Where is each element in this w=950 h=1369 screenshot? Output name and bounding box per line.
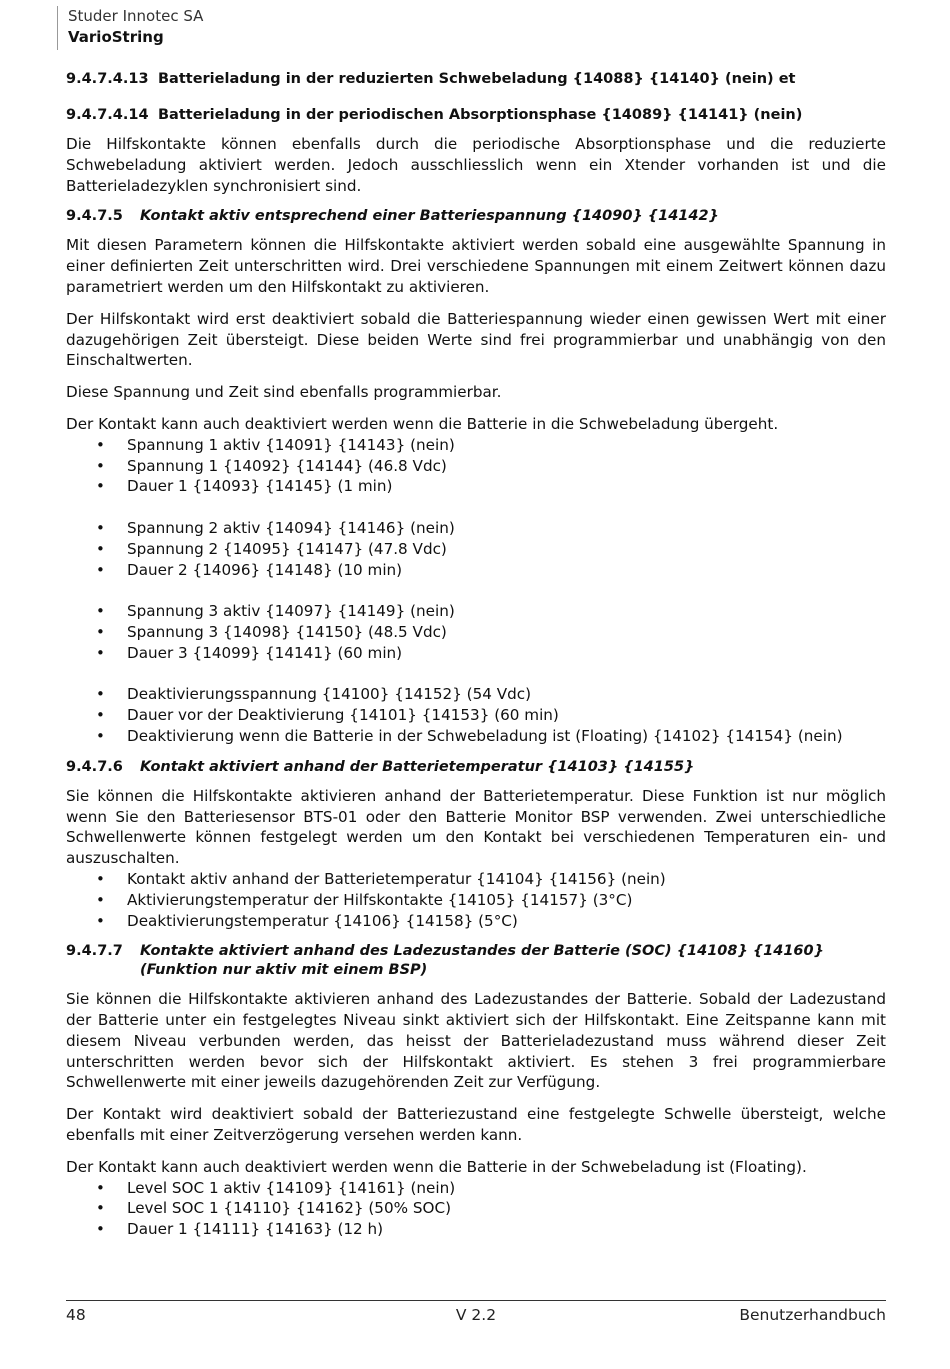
list-item: • Level SOC 1 {14110} {14162} (50% SOC)	[66, 1198, 886, 1219]
heading-number: 9.4.7.4.13	[66, 71, 149, 87]
paragraph: Der Kontakt kann auch deaktiviert werden wenn die Batterie in der Schwebeladung ist (Floating).	[66, 1157, 807, 1176]
heading-title: Batterieladung in der reduzierten Schwebeladung {14088} {14140} (nein) et	[158, 71, 796, 87]
heading-title: Kontakte aktiviert anhand des Ladezustandes der Batterie (SOC) {14108} {14160}	[140, 943, 824, 960]
heading-9-4-7-7	[66, 942, 886, 980]
footer-document-name: Benutzerhandbuch	[739, 1306, 886, 1324]
list-item: • Level SOC 1 aktiv {14109} {14161} (nein)	[66, 1178, 886, 1199]
list-item: • Spannung 2 aktiv {14094} {14146} (nein)	[66, 518, 886, 539]
header-company: Studer Innotec SA	[68, 7, 204, 25]
heading-9-4-7-6	[66, 758, 886, 777]
list-item: • Deaktivierungstemperatur {14106} {14158} (5°C)	[66, 911, 886, 932]
list-item: • Dauer 3 {14099} {14141} (60 min)	[66, 643, 886, 664]
temperature-parameter-list	[66, 869, 886, 931]
list-item: • Spannung 1 {14092} {14144} (46.8 Vdc)	[66, 456, 886, 477]
paragraph: Der Kontakt wird deaktiviert sobald der Batteriezustand eine festgelegte Schwelle übersteigt, welche ebenfalls mit einer Zeitverzögerung versehen werden kann.	[66, 1105, 886, 1145]
header-product: VarioString	[68, 28, 164, 46]
voltage-parameter-list	[66, 435, 886, 747]
list-item: • Spannung 3 {14098} {14150} (48.5 Vdc)	[66, 622, 886, 643]
heading-number: 9.4.7.4.14	[66, 107, 149, 123]
page-content	[66, 70, 886, 1251]
heading-number: 9.4.7.6	[66, 758, 123, 775]
list-item: • Deaktivierungsspannung {14100} {14152} (54 Vdc)	[66, 684, 886, 705]
heading-subtitle: (Funktion nur aktiv mit einem BSP)	[140, 962, 428, 979]
heading-9-4-7-4-14	[66, 106, 886, 125]
heading-number: 9.4.7.5	[66, 208, 123, 225]
list-item: • Dauer 2 {14096} {14148} (10 min)	[66, 560, 886, 581]
footer-page-number: 48	[66, 1306, 86, 1324]
list-item: • Deaktivierung wenn die Batterie in der Schwebeladung ist (Floating) {14102} {14154} (nein)	[66, 726, 886, 747]
list-item: • Spannung 1 aktiv {14091} {14143} (nein)	[66, 435, 886, 456]
heading-number: 9.4.7.7	[66, 943, 123, 960]
page-footer	[66, 1300, 886, 1324]
footer-version: V 2.2	[455, 1306, 497, 1324]
list-item: • Aktivierungstemperatur der Hilfskontakte {14105} {14157} (3°C)	[66, 890, 886, 911]
paragraph: Der Kontakt kann auch deaktiviert werden wenn die Batterie in die Schwebeladung übergeht.	[66, 414, 779, 433]
paragraph: Sie können die Hilfskontakte aktivieren anhand der Batterietemperatur. Diese Funktion ist nur möglich wenn Sie den Batteriesensor BTS-01 oder den Batterie Monitor BSP verwenden. Zwei unterschiedliche Schwellenwerte können festgelegt werden um den Kontakt bei verschiedenen Temperaturen ein- und auszuschalten.	[66, 786, 886, 868]
list-item: • Spannung 3 aktiv {14097} {14149} (nein)	[66, 601, 886, 622]
heading-title: Kontakt aktiv entsprechend einer Batteriespannung {14090} {14142}	[140, 208, 719, 225]
list-item: • Dauer 1 {14093} {14145} (1 min)	[66, 476, 886, 497]
list-item: • Spannung 2 {14095} {14147} (47.8 Vdc)	[66, 539, 886, 560]
page-header	[57, 6, 203, 50]
soc-parameter-list	[66, 1178, 886, 1240]
list-item: • Kontakt aktiv anhand der Batterietemperatur {14104} {14156} (nein)	[66, 869, 886, 890]
heading-9-4-7-5	[66, 207, 886, 226]
heading-9-4-7-4-13	[66, 70, 886, 89]
paragraph: Die Hilfskontakte können ebenfalls durch die periodische Absorptionsphase und die reduzierte Schwebeladung aktiviert werden. Jedoch ausschliesslich wenn ein Xtender vorhanden ist und die Batterieladezyklen synchronisiert sind.	[66, 135, 886, 195]
paragraph: Sie können die Hilfskontakte aktivieren anhand des Ladezustandes der Batterie. Sobald der Ladezustand der Batterie unter ein festgelegtes Niveau sinkt aktiviert sich der Hilfskontakt. Eine Zeitspanne kann mit diesem Niveau verbunden werden, das heisst der Batterieladezustand muss während dieser Zeit unterschritten werden bevor sich der Hilfskontakt aktiviert. Es stehen 3 frei programmierbare Schwellenwerte mit einer jeweils dazugehörenden Zeit zur Verfügung.	[66, 990, 886, 1092]
paragraph: Diese Spannung und Zeit sind ebenfalls programmierbar.	[66, 383, 502, 402]
list-item: • Dauer 1 {14111} {14163} (12 h)	[66, 1219, 886, 1240]
paragraph: Mit diesen Parametern können die Hilfskontakte aktiviert werden sobald eine ausgewählte Spannung in einer definierten Zeit unterschritten wird. Drei verschiedene Spannungen mit einem Zeitwert können dazu parametriert werden um den Hilfskontakt zu aktivieren.	[66, 236, 886, 296]
list-item: • Dauer vor der Deaktivierung {14101} {14153} (60 min)	[66, 705, 886, 726]
heading-title: Batterieladung in der periodischen Absorptionsphase {14089} {14141} (nein)	[158, 107, 803, 123]
paragraph: Der Hilfskontakt wird erst deaktiviert sobald die Batteriespannung wieder einen gewissen Wert mit einer dazugehörigen Zeit übersteigt. Diese beiden Werte sind frei programmierbar und unabhängig von den Einschaltwerten.	[66, 309, 886, 370]
heading-title: Kontakt aktiviert anhand der Batterietemperatur {14103} {14155}	[140, 758, 695, 775]
